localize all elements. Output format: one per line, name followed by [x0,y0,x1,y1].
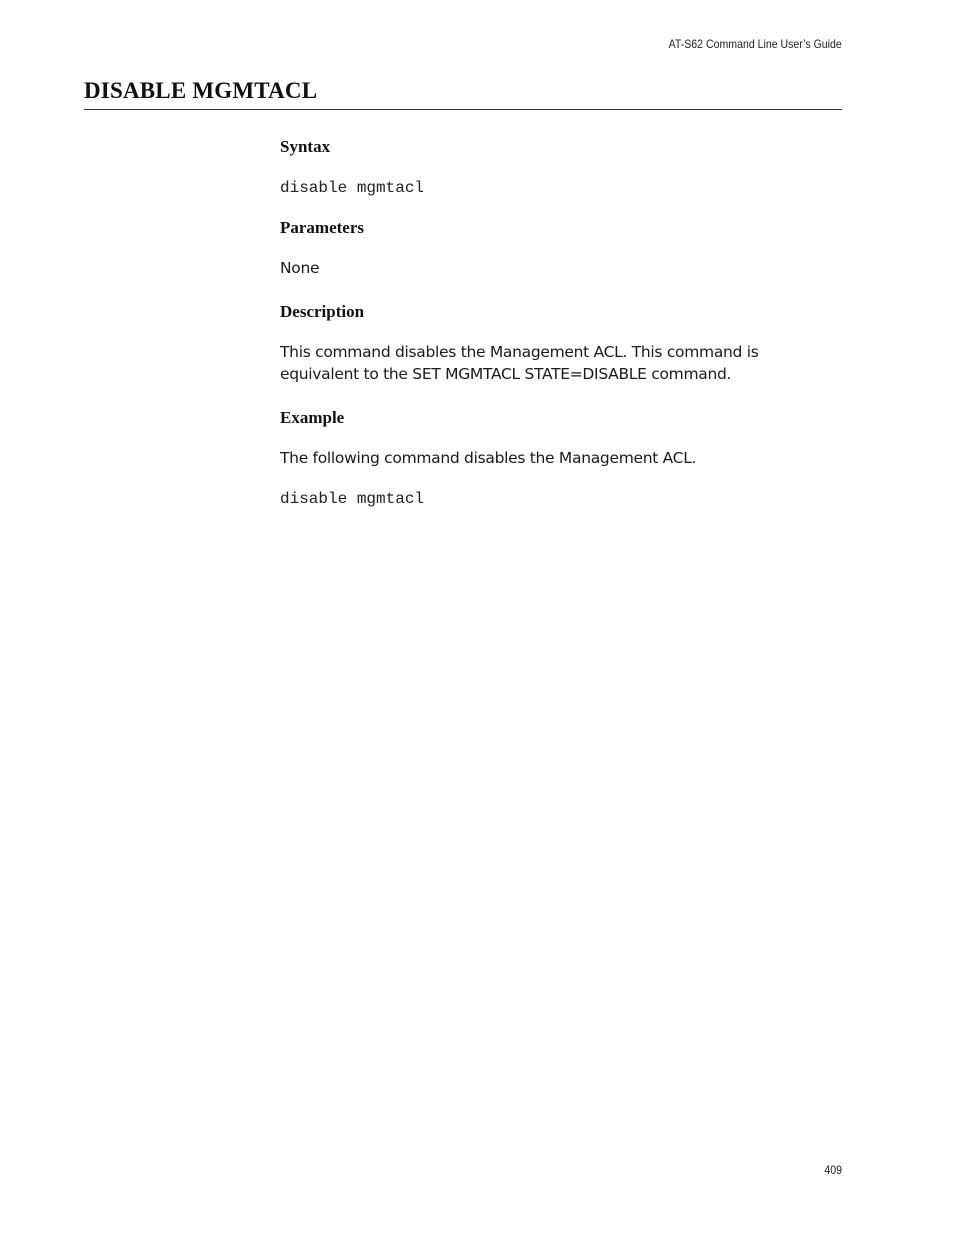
running-header: AT-S62 Command Line User’s Guide [668,37,842,51]
example-text: The following command disables the Management ACL. [280,449,697,467]
parameters-heading: Parameters [280,218,365,237]
description-text: This command disables the Management ACL. This command is equivalent to the SET MGMTACL STATE=DISABLE command. [280,343,759,383]
syntax-heading: Syntax [280,137,331,156]
parameters-text: None [280,259,320,277]
example-code: disable mgmtacl [280,490,425,508]
page-title: DISABLE MGMTACL [84,78,318,103]
page-number: 409 [824,1163,842,1177]
example-heading: Example [280,408,345,427]
syntax-code: disable mgmtacl [280,179,425,197]
description-heading: Description [280,302,365,321]
title-divider [84,109,842,110]
